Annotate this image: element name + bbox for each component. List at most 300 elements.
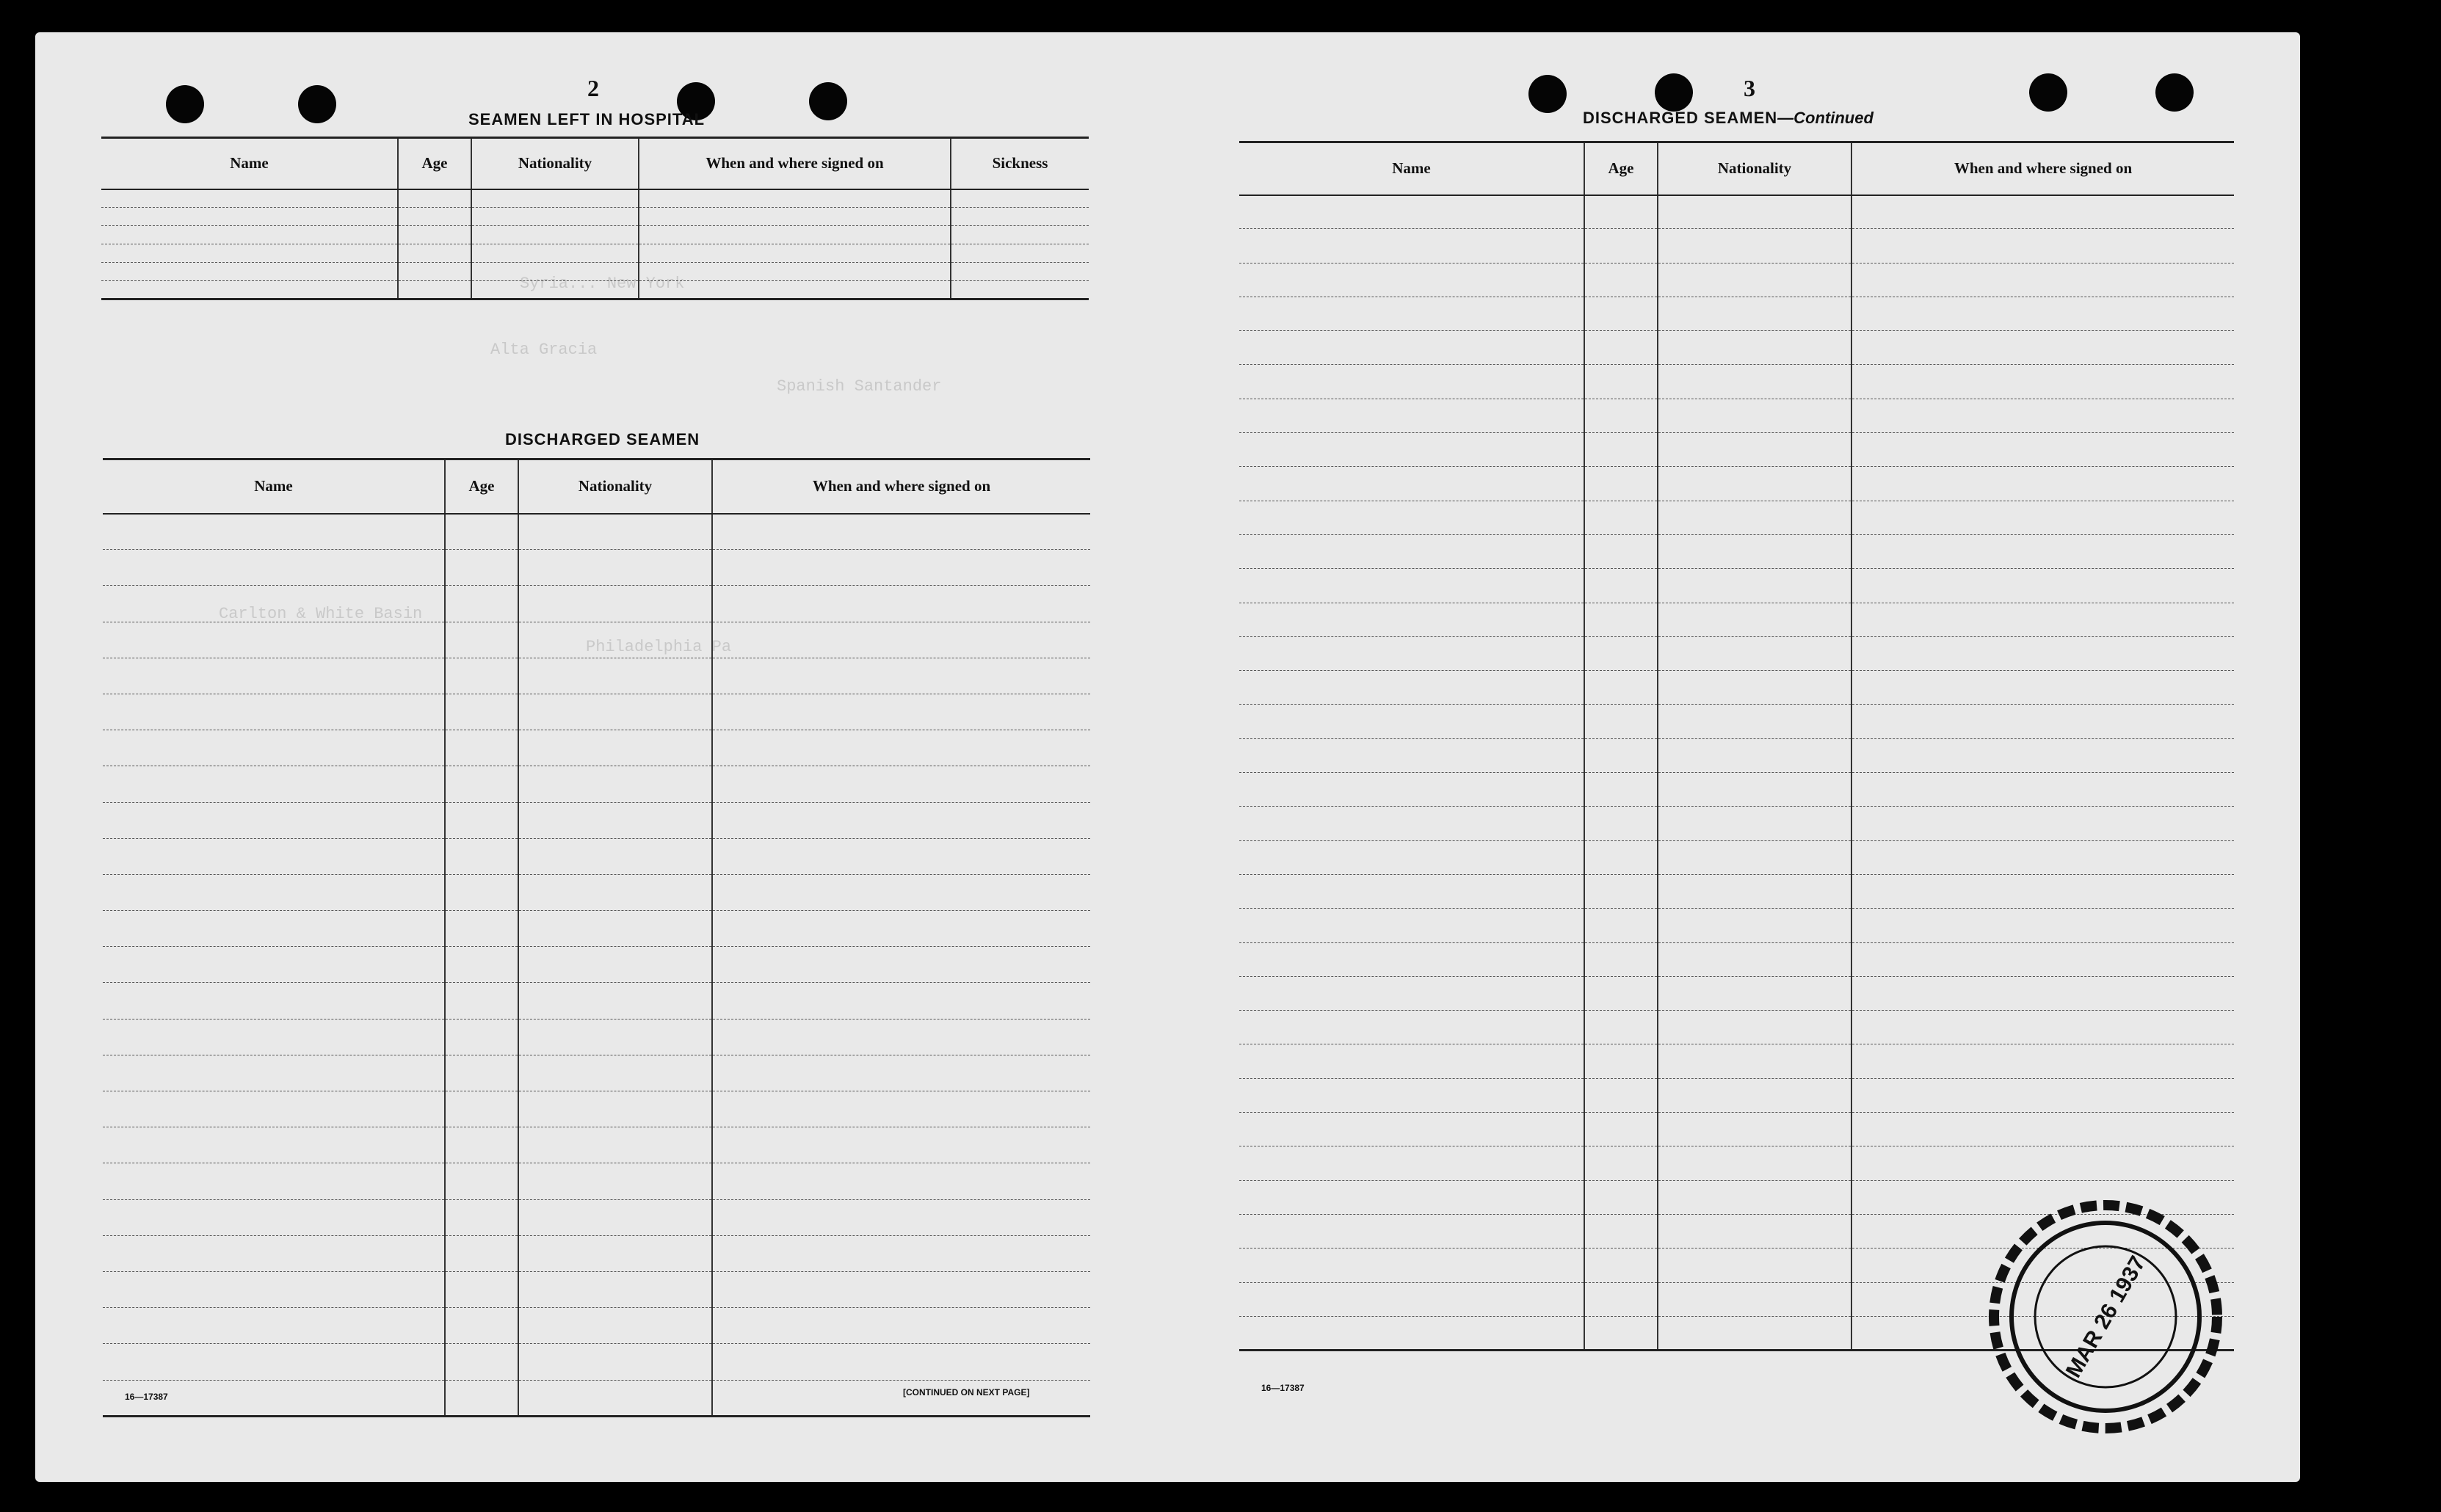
blank-cell — [518, 586, 712, 622]
blank-cell — [518, 1163, 712, 1199]
blank-cell — [1239, 569, 1584, 603]
table-row — [103, 911, 1090, 947]
blank-cell — [639, 281, 951, 299]
continued-note: [CONTINUED ON NEXT PAGE] — [903, 1387, 1030, 1397]
blank-cell — [1239, 1011, 1584, 1044]
blank-cell — [445, 1344, 518, 1380]
blank-cell — [1658, 976, 1851, 1010]
blank-cell — [445, 1127, 518, 1163]
blank-cell — [1239, 1180, 1584, 1214]
blank-cell — [1851, 501, 2234, 534]
discharged-section-title: DISCHARGED SEAMEN — [505, 430, 700, 448]
blank-cell — [471, 263, 639, 281]
table-row — [1239, 1146, 2234, 1180]
binder-hole-icon — [298, 85, 336, 123]
blank-cell — [103, 983, 445, 1019]
blank-cell — [712, 730, 1090, 766]
blank-cell — [445, 1019, 518, 1055]
blank-cell — [1584, 909, 1658, 942]
blank-cell — [445, 802, 518, 838]
blank-cell — [1658, 909, 1851, 942]
blank-cell — [1584, 1316, 1658, 1350]
blank-cell — [1584, 365, 1658, 399]
blank-cell — [712, 983, 1090, 1019]
table-row — [103, 1235, 1090, 1271]
table-row — [103, 622, 1090, 658]
column-header-age: Age — [1584, 142, 1658, 195]
blank-cell — [445, 947, 518, 983]
table-row — [103, 586, 1090, 622]
binder-hole-icon — [1528, 75, 1567, 113]
blank-cell — [712, 1199, 1090, 1235]
table-row — [1239, 534, 2234, 568]
blank-cell — [518, 1344, 712, 1380]
blank-cell — [445, 514, 518, 550]
blank-cell — [1658, 1316, 1851, 1350]
table-row — [103, 1380, 1090, 1416]
column-header-nationality: Nationality — [471, 138, 639, 189]
blank-cell — [1851, 738, 2234, 772]
blank-cell — [712, 1163, 1090, 1199]
blank-cell — [1239, 1146, 1584, 1180]
blank-cell — [1658, 705, 1851, 738]
blank-cell — [518, 1380, 712, 1416]
blank-cell — [1851, 263, 2234, 297]
blank-cell — [1584, 840, 1658, 874]
blank-cell — [1239, 603, 1584, 636]
blank-cell — [1584, 738, 1658, 772]
form-code-left: 16—17387 — [125, 1392, 168, 1402]
blank-cell — [398, 244, 471, 263]
table-row — [1239, 1113, 2234, 1146]
blank-cell — [471, 189, 639, 208]
blank-cell — [1239, 297, 1584, 330]
blank-cell — [445, 1091, 518, 1127]
circular-date-stamp-icon — [1984, 1196, 2227, 1438]
blank-cell — [1851, 636, 2234, 670]
blank-cell — [518, 874, 712, 910]
table-row — [1239, 636, 2234, 670]
table-row — [1239, 874, 2234, 908]
binder-hole-icon — [809, 82, 847, 120]
table-row — [103, 1344, 1090, 1380]
blank-cell — [951, 189, 1089, 208]
table-row — [1239, 705, 2234, 738]
blank-cell — [1239, 331, 1584, 365]
blank-cell — [1239, 534, 1584, 568]
blank-cell — [1851, 534, 2234, 568]
table-row — [101, 189, 1089, 208]
blank-cell — [445, 874, 518, 910]
blank-cell — [103, 911, 445, 947]
blank-cell — [1584, 501, 1658, 534]
blank-cell — [518, 622, 712, 658]
blank-cell — [518, 1271, 712, 1307]
column-header-name: Name — [101, 138, 398, 189]
blank-cell — [1584, 671, 1658, 705]
table-row — [1239, 1078, 2234, 1112]
blank-cell — [518, 514, 712, 550]
blank-cell — [1658, 671, 1851, 705]
blank-cell — [103, 1055, 445, 1091]
blank-cell — [1239, 195, 1584, 229]
table-row — [1239, 738, 2234, 772]
blank-cell — [103, 586, 445, 622]
blank-cell — [712, 658, 1090, 694]
document-sheet: Syria... New York Alta Gracia Spanish Santander Carlton & White Basin Philadelphia Pa 2 SEAMEN LEFT IN HOSPITAL Name Age Nationality When and where signed on Sickness DISCHARGED SEAMEN Name Age Nationality When and where signed on 16—17387 [CONTINUED ON NEXT PAGE] 3 DISCHARGED SEAMEN—Continued Name Age Nationality When and where signed on 16—17387 MAR 26 1937 — [35, 32, 2300, 1482]
table-row — [103, 1019, 1090, 1055]
blank-cell — [712, 1127, 1090, 1163]
blank-cell — [1239, 365, 1584, 399]
blank-cell — [712, 514, 1090, 550]
blank-cell — [1584, 1113, 1658, 1146]
blank-cell — [1851, 976, 2234, 1010]
table-row — [103, 802, 1090, 838]
table-row — [1239, 433, 2234, 467]
blank-cell — [1584, 705, 1658, 738]
blank-cell — [1239, 738, 1584, 772]
table-row — [103, 514, 1090, 550]
column-header-signed-on: When and where signed on — [712, 459, 1090, 514]
blank-cell — [101, 244, 398, 263]
blank-cell — [445, 1308, 518, 1344]
table-row — [1239, 297, 2234, 330]
blank-cell — [518, 1019, 712, 1055]
blank-cell — [103, 1163, 445, 1199]
table-row — [103, 694, 1090, 730]
blank-cell — [1239, 976, 1584, 1010]
table-row — [1239, 501, 2234, 534]
blank-cell — [712, 802, 1090, 838]
table-row — [103, 658, 1090, 694]
column-header-name: Name — [1239, 142, 1584, 195]
table-row — [103, 1308, 1090, 1344]
blank-cell — [1851, 1078, 2234, 1112]
blank-cell — [1851, 705, 2234, 738]
blank-cell — [398, 281, 471, 299]
blank-cell — [1658, 1113, 1851, 1146]
discharged-rows-right — [1239, 195, 2234, 1351]
table-row — [101, 208, 1089, 226]
discharged-table-left — [103, 458, 1090, 1417]
blank-cell — [518, 1055, 712, 1091]
blank-cell — [1658, 1282, 1851, 1316]
blank-cell — [1239, 1249, 1584, 1282]
blank-cell — [1239, 773, 1584, 807]
blank-cell — [1851, 195, 2234, 229]
blank-cell — [1851, 297, 2234, 330]
blank-cell — [1584, 297, 1658, 330]
blank-cell — [1584, 467, 1658, 501]
table-row — [103, 550, 1090, 586]
blank-cell — [639, 226, 951, 244]
blank-cell — [1584, 603, 1658, 636]
blank-cell — [445, 1271, 518, 1307]
blank-cell — [712, 1055, 1090, 1091]
blank-cell — [1851, 874, 2234, 908]
blank-cell — [712, 947, 1090, 983]
blank-cell — [1658, 1146, 1851, 1180]
stamp-date-text: MAR 26 1937 — [2061, 1251, 2150, 1382]
table-row — [1239, 773, 2234, 807]
blank-cell — [1851, 229, 2234, 263]
blank-cell — [1658, 1044, 1851, 1078]
blank-cell — [712, 1344, 1090, 1380]
column-header-age: Age — [398, 138, 471, 189]
blank-cell — [712, 550, 1090, 586]
blank-cell — [1584, 1282, 1658, 1316]
blank-cell — [712, 766, 1090, 802]
blank-cell — [518, 766, 712, 802]
blank-cell — [518, 730, 712, 766]
blank-cell — [1239, 1044, 1584, 1078]
blank-cell — [1851, 1113, 2234, 1146]
blank-cell — [1658, 1078, 1851, 1112]
blank-cell — [1658, 534, 1851, 568]
blank-cell — [398, 208, 471, 226]
blank-cell — [103, 1091, 445, 1127]
blank-cell — [1658, 874, 1851, 908]
discharged-continued-suffix: —Continued — [1777, 109, 1874, 127]
blank-cell — [518, 550, 712, 586]
blank-cell — [1658, 942, 1851, 976]
blank-cell — [103, 1235, 445, 1271]
blank-cell — [1584, 331, 1658, 365]
blank-cell — [1239, 942, 1584, 976]
table-row — [1239, 671, 2234, 705]
blank-cell — [1658, 365, 1851, 399]
table-row — [103, 1163, 1090, 1199]
blank-cell — [518, 838, 712, 874]
table-row — [103, 1127, 1090, 1163]
blank-cell — [1584, 942, 1658, 976]
blank-cell — [1658, 636, 1851, 670]
blank-cell — [101, 208, 398, 226]
blank-cell — [1239, 501, 1584, 534]
blank-cell — [471, 208, 639, 226]
page-number-left: 2 — [587, 75, 599, 101]
hospital-rows — [101, 189, 1089, 299]
blank-cell — [1239, 807, 1584, 840]
blank-cell — [518, 1127, 712, 1163]
blank-cell — [639, 244, 951, 263]
blank-cell — [1584, 636, 1658, 670]
blank-cell — [103, 1344, 445, 1380]
blank-cell — [103, 1199, 445, 1235]
table-row — [101, 263, 1089, 281]
table-row — [1239, 840, 2234, 874]
blank-cell — [712, 586, 1090, 622]
blank-cell — [1584, 1078, 1658, 1112]
blank-cell — [1584, 534, 1658, 568]
blank-cell — [103, 874, 445, 910]
blank-cell — [1658, 433, 1851, 467]
blank-cell — [398, 189, 471, 208]
blank-cell — [1584, 1146, 1658, 1180]
blank-cell — [103, 1019, 445, 1055]
blank-cell — [101, 281, 398, 299]
blank-cell — [1239, 874, 1584, 908]
table-row — [103, 766, 1090, 802]
blank-cell — [951, 244, 1089, 263]
table-row — [1239, 976, 2234, 1010]
blank-cell — [1239, 671, 1584, 705]
blank-cell — [1658, 1214, 1851, 1248]
blank-cell — [712, 911, 1090, 947]
page-number-right: 3 — [1744, 75, 1755, 101]
blank-cell — [445, 911, 518, 947]
blank-cell — [101, 226, 398, 244]
table-row — [103, 1055, 1090, 1091]
binder-hole-icon — [2155, 73, 2194, 112]
blank-cell — [1658, 297, 1851, 330]
table-row — [103, 1271, 1090, 1307]
blank-cell — [445, 1380, 518, 1416]
blank-cell — [1851, 1044, 2234, 1078]
blank-cell — [712, 1019, 1090, 1055]
column-header-name: Name — [103, 459, 445, 514]
blank-cell — [639, 189, 951, 208]
table-row — [103, 1091, 1090, 1127]
blank-cell — [1658, 1249, 1851, 1282]
blank-cell — [951, 226, 1089, 244]
blank-cell — [445, 983, 518, 1019]
blank-cell — [445, 586, 518, 622]
blank-cell — [445, 694, 518, 730]
blank-cell — [1239, 705, 1584, 738]
table-row — [1239, 365, 2234, 399]
blank-cell — [445, 550, 518, 586]
blank-cell — [518, 694, 712, 730]
blank-cell — [1584, 229, 1658, 263]
blank-cell — [712, 874, 1090, 910]
blank-cell — [1658, 331, 1851, 365]
table-row — [101, 281, 1089, 299]
blank-cell — [398, 263, 471, 281]
blank-cell — [951, 263, 1089, 281]
blank-cell — [1658, 399, 1851, 432]
blank-cell — [1658, 569, 1851, 603]
blank-cell — [1851, 807, 2234, 840]
blank-cell — [445, 622, 518, 658]
blank-cell — [1658, 195, 1851, 229]
hospital-section-title: SEAMEN LEFT IN HOSPITAL — [468, 110, 706, 128]
blank-cell — [1851, 773, 2234, 807]
blank-cell — [712, 1271, 1090, 1307]
blank-cell — [1239, 229, 1584, 263]
blank-cell — [103, 694, 445, 730]
blank-cell — [471, 244, 639, 263]
blank-cell — [1239, 263, 1584, 297]
blank-cell — [103, 947, 445, 983]
blank-cell — [103, 1271, 445, 1307]
blank-cell — [1851, 603, 2234, 636]
blank-cell — [1584, 1180, 1658, 1214]
hospital-table — [101, 137, 1089, 300]
table-row — [103, 1199, 1090, 1235]
blank-cell — [712, 1235, 1090, 1271]
blank-cell — [1851, 331, 2234, 365]
blank-cell — [1239, 1078, 1584, 1112]
blank-cell — [518, 911, 712, 947]
table-row — [103, 947, 1090, 983]
blank-cell — [1658, 1011, 1851, 1044]
blank-cell — [1239, 399, 1584, 432]
blank-cell — [445, 658, 518, 694]
column-header-nationality: Nationality — [518, 459, 712, 514]
blank-cell — [445, 1199, 518, 1235]
blank-cell — [1239, 909, 1584, 942]
blank-cell — [1658, 840, 1851, 874]
blank-cell — [1584, 195, 1658, 229]
blank-cell — [103, 1308, 445, 1344]
blank-cell — [103, 550, 445, 586]
blank-cell — [712, 838, 1090, 874]
blank-cell — [445, 1235, 518, 1271]
blank-cell — [103, 766, 445, 802]
discharged-continued-title-main: DISCHARGED SEAMEN — [1583, 109, 1778, 127]
blank-cell — [445, 1163, 518, 1199]
blank-cell — [1584, 773, 1658, 807]
blank-cell — [1851, 840, 2234, 874]
blank-cell — [1851, 467, 2234, 501]
table-row — [1239, 807, 2234, 840]
discharged-continued-title — [1583, 109, 1874, 128]
blank-cell — [445, 730, 518, 766]
blank-cell — [1851, 399, 2234, 432]
blank-cell — [103, 514, 445, 550]
blank-cell — [518, 1199, 712, 1235]
column-header-sickness: Sickness — [951, 138, 1089, 189]
blank-cell — [103, 622, 445, 658]
blank-cell — [1239, 1316, 1584, 1350]
blank-cell — [1851, 909, 2234, 942]
blank-cell — [1239, 1282, 1584, 1316]
blank-cell — [1584, 1044, 1658, 1078]
blank-cell — [101, 189, 398, 208]
blank-cell — [471, 226, 639, 244]
blank-cell — [712, 694, 1090, 730]
blank-cell — [712, 1308, 1090, 1344]
blank-cell — [1584, 399, 1658, 432]
blank-cell — [1851, 365, 2234, 399]
table-row — [1239, 569, 2234, 603]
blank-cell — [712, 1380, 1090, 1416]
blank-cell — [639, 208, 951, 226]
form-code-right: 16—17387 — [1261, 1383, 1305, 1393]
blank-cell — [101, 263, 398, 281]
blank-cell — [1851, 1146, 2234, 1180]
blank-cell — [445, 1055, 518, 1091]
blank-cell — [1658, 773, 1851, 807]
blank-cell — [1851, 671, 2234, 705]
blank-cell — [1658, 1180, 1851, 1214]
table-row — [1239, 263, 2234, 297]
blank-cell — [1658, 263, 1851, 297]
blank-cell — [1584, 263, 1658, 297]
blank-cell — [1239, 433, 1584, 467]
blank-cell — [1658, 229, 1851, 263]
blank-cell — [639, 263, 951, 281]
binder-hole-icon — [2029, 73, 2067, 112]
blank-cell — [1851, 569, 2234, 603]
table-row — [1239, 331, 2234, 365]
table-row — [1239, 1044, 2234, 1078]
table-row — [1239, 942, 2234, 976]
binder-hole-icon — [1655, 73, 1693, 112]
blank-cell — [103, 838, 445, 874]
table-row — [101, 244, 1089, 263]
